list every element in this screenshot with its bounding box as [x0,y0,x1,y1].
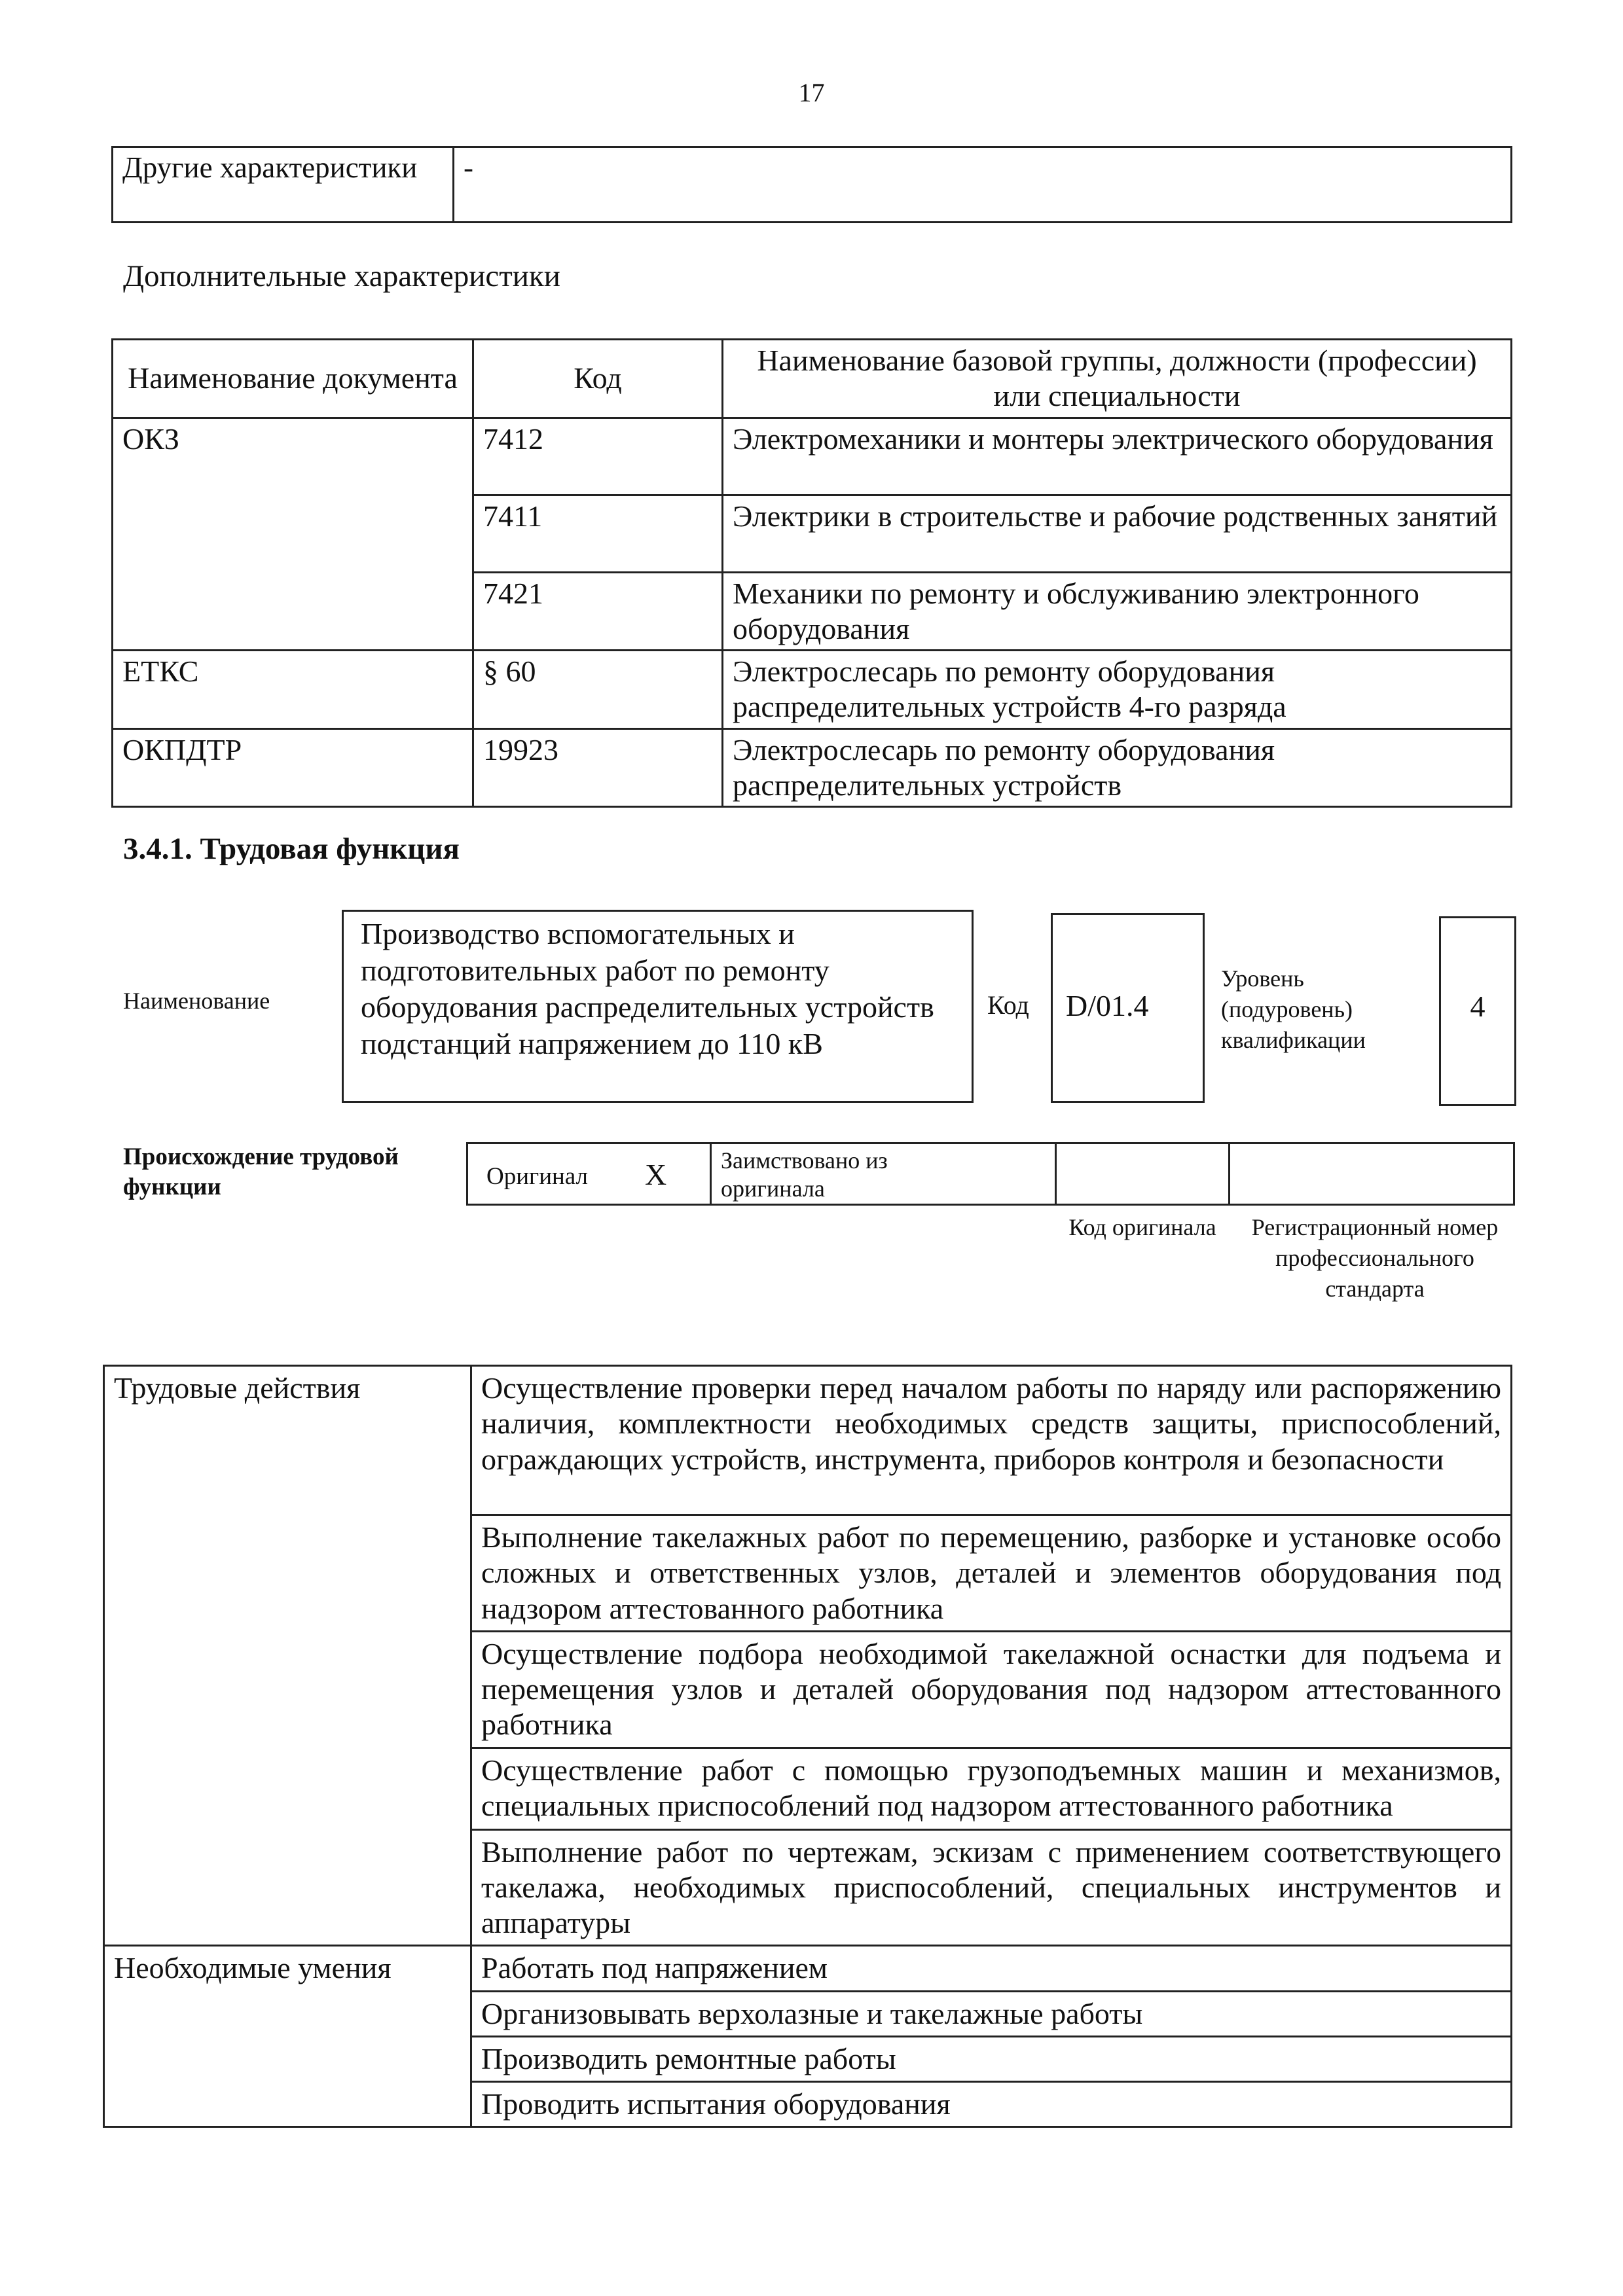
action-item: Осуществление подбора необходимой такелажной оснастки для подъема и перемещения узлов и деталей оборудования под надзором аттестованного работника [471,1631,1512,1748]
section-title: 3.4.1. Трудовая функция [123,832,460,866]
table-row [104,1946,1512,1991]
page-number: 17 [798,78,825,107]
code-cell: § 60 [473,651,723,729]
other-characteristics-value: - [454,147,1512,223]
origin-reg-number-box [1228,1142,1515,1206]
origin-borrowed-label: Заимствовано из оригинала [721,1147,888,1202]
origin-reg-caption: Регистрационный номер профессионального стандарта [1251,1214,1499,1302]
labor-actions-table [103,1365,1512,2128]
origin-code-caption: Код оригинала [1068,1214,1216,1240]
code-cell: 7411 [473,495,723,572]
code-cell: 19923 [473,728,723,807]
additional-characteristics-table [111,338,1512,808]
function-code-box [1051,913,1205,1103]
doc-cell: ОКЗ [113,418,473,651]
skill-item: Производить ремонтные работы [471,2036,1512,2081]
code-cell: 7421 [473,572,723,651]
action-item: Выполнение такелажных работ по перемещению, разборке и установке особо сложных и ответственных узлов, деталей и элементов оборудования под надзором аттестованного работника [471,1515,1512,1632]
header-document: Наименование документа [113,340,473,418]
actions-label: Трудовые действия [104,1366,471,1946]
doc-cell: ОКПДТР [113,728,473,807]
qualification-level-box [1439,916,1516,1106]
name-cell: Электрослесарь по ремонту оборудования распределительных устройств 4-го разряда [723,651,1512,729]
name-cell: Электрики в строительстве и рабочие родственных занятий [723,495,1512,572]
function-name-box [342,910,974,1103]
doc-cell: ЕТКС [113,651,473,729]
origin-code-box [1055,1142,1230,1206]
header-code: Код [473,340,723,418]
function-name-label: Наименование [123,988,270,1014]
additional-characteristics-title: Дополнительные характеристики [123,259,560,293]
action-item: Осуществление проверки перед началом работы по наряду или распоряжению наличия, комплектности необходимых средств защиты, приспособлений, ограждающих устройств, инструмента, приборов контроля и безопасности [471,1366,1512,1515]
origin-original-mark: X [645,1158,667,1191]
origin-original-label: Оригинал [486,1163,589,1190]
origin-original-box [466,1142,712,1206]
action-item: Выполнение работ по чертежам, эскизам с применением соответствующего такелажа, необходимых приспособлений, специальных инструментов и аппаратуры [471,1829,1512,1946]
name-cell: Механики по ремонту и обслуживанию электронного оборудования [723,572,1512,651]
origin-borrowed-box [710,1142,1057,1206]
code-cell: 7412 [473,418,723,495]
origin-label: Происхождение трудовой функции [123,1143,399,1201]
qualification-level-value: 4 [1470,990,1486,1023]
name-cell: Электромеханики и монтеры электрического оборудования [723,418,1512,495]
skill-item: Проводить испытания оборудования [471,2082,1512,2127]
function-code-value: D/01.4 [1066,989,1149,1022]
table-row [113,418,1512,495]
function-name-value: Производство вспомогательных и подготовительных работ по ремонту оборудования распределительных устройств подстанций напряжением до 110 кВ [361,917,934,1061]
skill-item: Работать под напряжением [471,1946,1512,1991]
table-row [113,728,1512,807]
table-row [104,1366,1512,1515]
qualification-level-label: Уровень (подуровень) квалификации [1221,965,1366,1053]
other-characteristics-label: Другие характеристики [113,147,454,223]
skills-label: Необходимые умения [104,1946,471,2127]
other-characteristics-table [111,146,1512,223]
skill-item: Организовывать верхолазные и такелажные работы [471,1991,1512,2036]
action-item: Осуществление работ с помощью грузоподъемных машин и механизмов, специальных приспособлений под надзором аттестованного работника [471,1748,1512,1829]
table-row [113,651,1512,729]
function-code-label: Код [987,990,1029,1020]
header-group-name: Наименование базовой группы, должности (профессии) или специальности [723,340,1512,418]
name-cell: Электрослесарь по ремонту оборудования распределительных устройств [723,728,1512,807]
